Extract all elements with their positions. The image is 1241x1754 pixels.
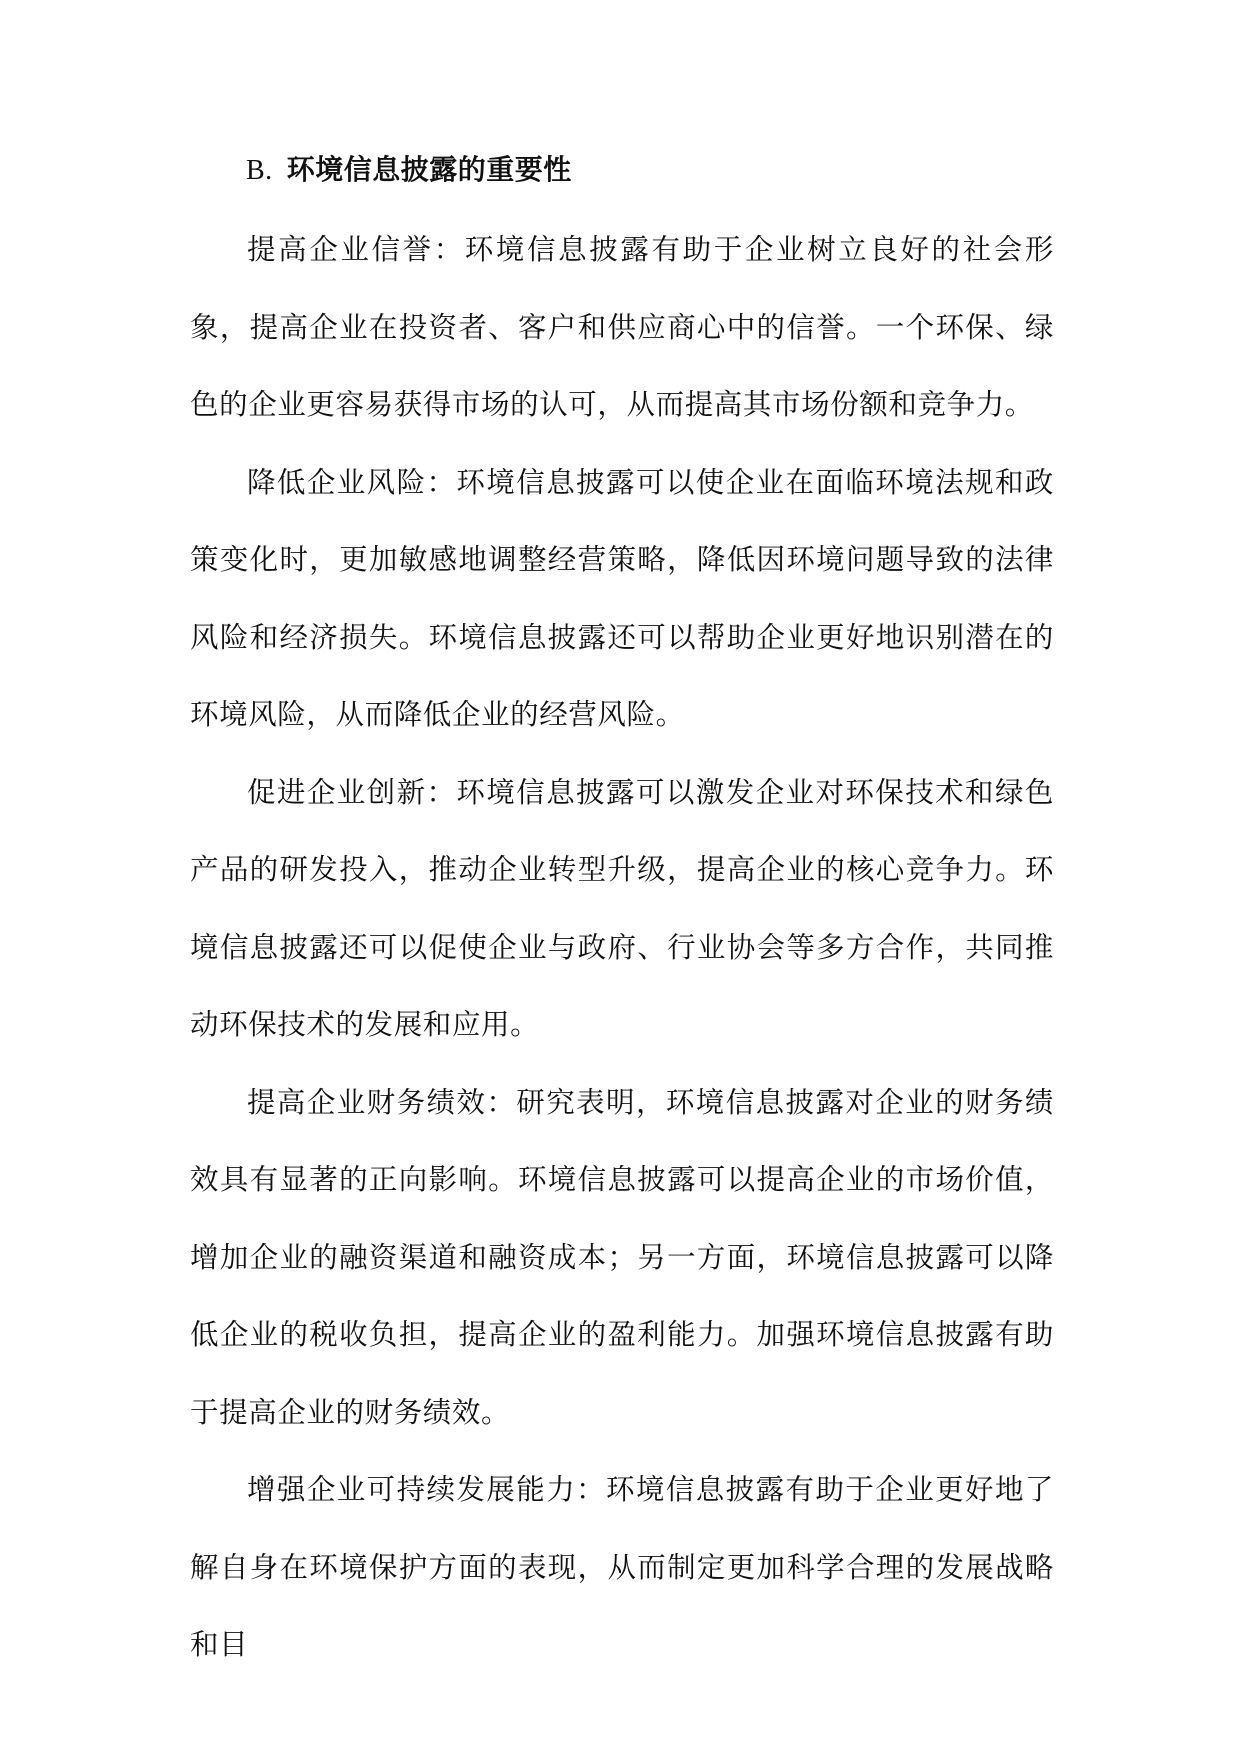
section-number: B. [246, 155, 273, 186]
document-body [190, 148, 1054, 1684]
section-title: 环境信息披露的重要性 [286, 153, 572, 186]
paragraph-innovation: 促进企业创新：环境信息披露可以激发企业对环保技术和绿色产品的研发投入，推动企业转型升级，提高企业的核心竞争力。环境信息披露还可以促使企业与政府、行业协会等多方合作，共同推动环保技术的发展和应用。 [190, 775, 1054, 1041]
section-heading [190, 148, 1054, 193]
paragraph-financial-performance: 提高企业财务绩效：研究表明，环境信息披露对企业的财务绩效具有显著的正向影响。环境信息披露可以提高企业的市场价值，增加企业的融资渠道和融资成本；另一方面，环境信息披露可以降低企业的税收负担，提高企业的盈利能力。加强环境信息披露有助于提高企业的财务绩效。 [190, 1085, 1054, 1429]
paragraph-risk: 降低企业风险：环境信息披露可以使企业在面临环境法规和政策变化时，更加敏感地调整经营策略，降低因环境问题导致的法律风险和经济损失。环境信息披露还可以帮助企业更好地识别潜在的环境风险，从而降低企业的经营风险。 [190, 465, 1054, 731]
paragraph-sustainability: 增强企业可持续发展能力：环境信息披露有助于企业更好地了解自身在环境保护方面的表现，从而制定更加科学合理的发展战略和目 [190, 1473, 1054, 1661]
paragraph-reputation: 提高企业信誉：环境信息披露有助于企业树立良好的社会形象，提高企业在投资者、客户和供应商心中的信誉。一个环保、绿色的企业更容易获得市场的认可，从而提高其市场份额和竞争力。 [190, 233, 1054, 421]
